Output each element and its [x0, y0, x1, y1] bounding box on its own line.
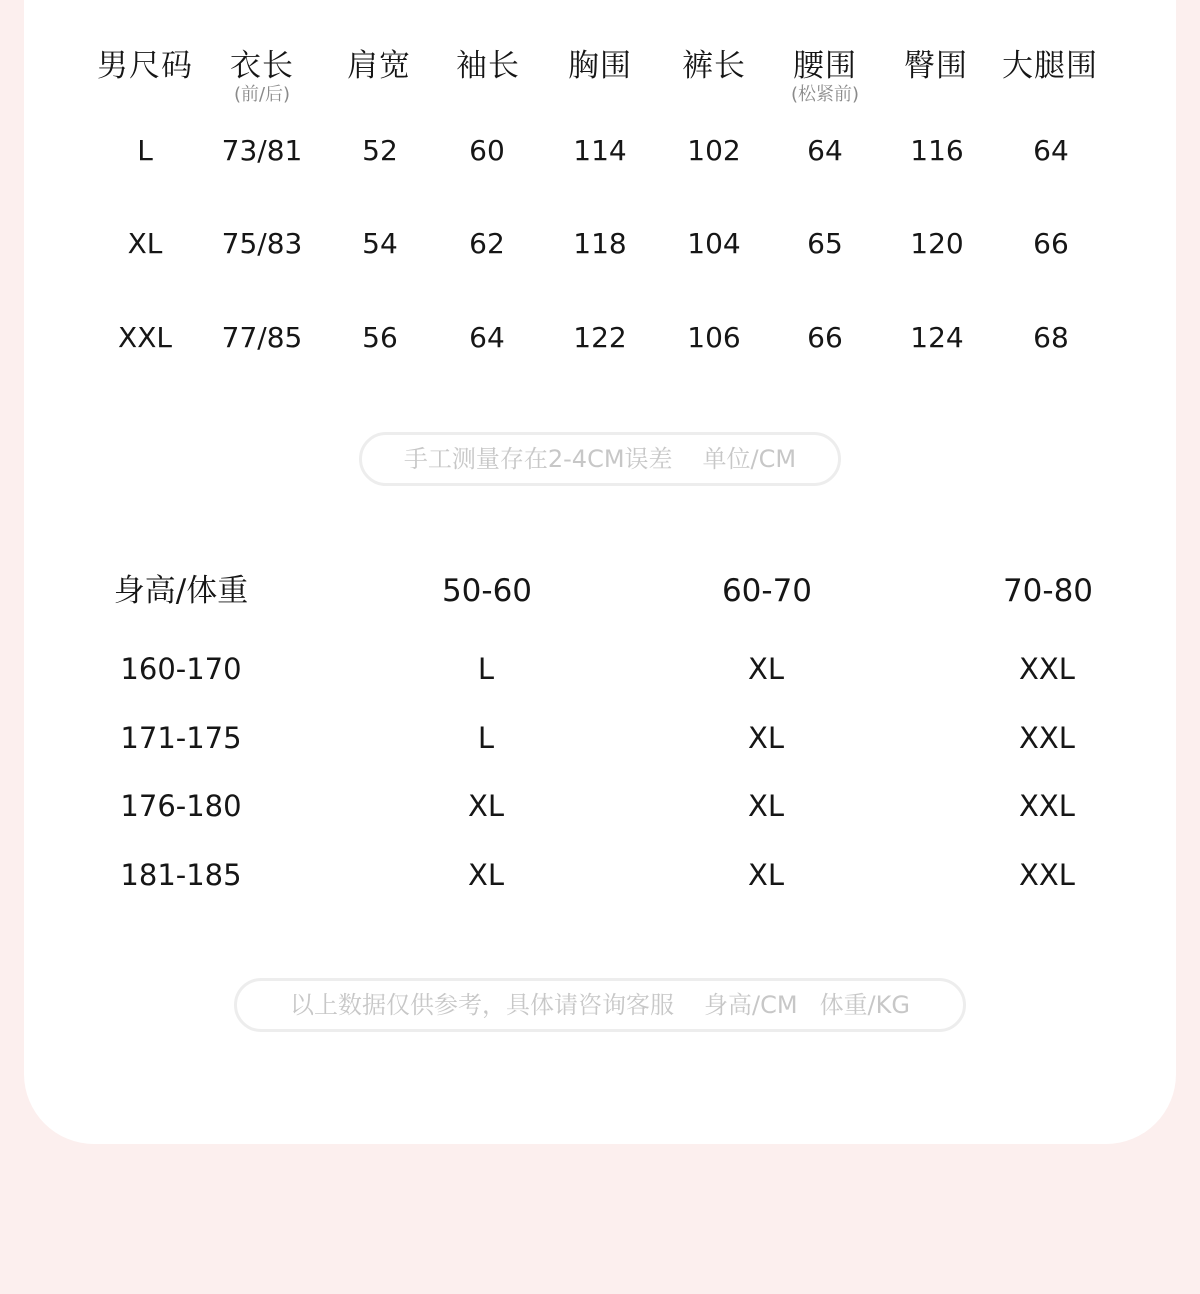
cell-pants-length: 104 [687, 227, 741, 260]
rec-size: XL [467, 789, 505, 823]
cell-hip: 124 [910, 321, 964, 354]
rec-size: XL [747, 858, 785, 892]
header-waist: 腰围 (松紧前) [790, 48, 860, 105]
rec-weight-header: 60-70 [721, 573, 813, 609]
rec-height: 171-175 [120, 721, 242, 755]
rec-size: XXL [1019, 721, 1075, 755]
header-thigh: 大腿围 [1002, 48, 1098, 84]
cell-chest: 114 [573, 134, 627, 167]
header-size: 男尺码 [97, 48, 193, 84]
reference-disclaimer: 以上数据仅供参考，具体请咨询客服 [290, 991, 674, 1019]
rec-size: XL [467, 858, 505, 892]
unit-note: 单位/CM [702, 445, 797, 473]
cell-shoulder: 52 [362, 134, 398, 167]
rec-size: XXL [1019, 858, 1075, 892]
cell-thigh: 68 [1033, 321, 1069, 354]
cell-waist: 65 [807, 227, 843, 260]
rec-size: XXL [1019, 652, 1075, 686]
rec-height: 176-180 [120, 789, 242, 823]
rec-weight-header: 70-80 [1002, 573, 1094, 609]
header-shoulder: 肩宽 [347, 48, 411, 84]
rec-weight-header: 50-60 [441, 573, 533, 609]
rec-height: 181-185 [120, 858, 242, 892]
cell-sleeve: 60 [469, 134, 505, 167]
cell-thigh: 66 [1033, 227, 1069, 260]
cell-chest: 118 [573, 227, 627, 260]
height-unit-note: 身高/CM [704, 991, 798, 1019]
rec-size: XL [747, 652, 785, 686]
rec-size: L [477, 652, 495, 686]
cell-size: L [137, 134, 153, 167]
cell-waist: 66 [807, 321, 843, 354]
rec-height: 160-170 [120, 652, 242, 686]
cell-hip: 120 [910, 227, 964, 260]
cell-sleeve: 62 [469, 227, 505, 260]
cell-chest: 122 [573, 321, 627, 354]
header-pants-length: 裤长 [682, 48, 746, 84]
header-hip: 臀围 [904, 48, 968, 84]
cell-length: 73/81 [221, 134, 303, 167]
weight-unit-note: 体重/KG [819, 991, 910, 1019]
rec-corner-header: 身高/体重 [113, 573, 249, 609]
header-chest: 胸围 [568, 48, 632, 84]
reference-note-pill [234, 978, 966, 1032]
header-sleeve: 袖长 [456, 48, 520, 84]
cell-thigh: 64 [1033, 134, 1069, 167]
rec-size: XXL [1019, 789, 1075, 823]
cell-length: 77/85 [221, 321, 303, 354]
header-length: 衣长 (前/后) [230, 48, 294, 105]
cell-size: XXL [118, 321, 172, 354]
cell-waist: 64 [807, 134, 843, 167]
size-chart-card [24, 0, 1176, 1144]
cell-pants-length: 106 [687, 321, 741, 354]
cell-shoulder: 56 [362, 321, 398, 354]
cell-pants-length: 102 [687, 134, 741, 167]
cell-size: XL [127, 227, 163, 260]
measurement-error-note: 手工测量存在2-4CM误差 [403, 445, 673, 473]
rec-size: L [477, 721, 495, 755]
cell-sleeve: 64 [469, 321, 505, 354]
measurement-note-pill [359, 432, 841, 486]
cell-shoulder: 54 [362, 227, 398, 260]
rec-size: XL [747, 721, 785, 755]
cell-hip: 116 [910, 134, 964, 167]
rec-size: XL [747, 789, 785, 823]
cell-length: 75/83 [221, 227, 303, 260]
